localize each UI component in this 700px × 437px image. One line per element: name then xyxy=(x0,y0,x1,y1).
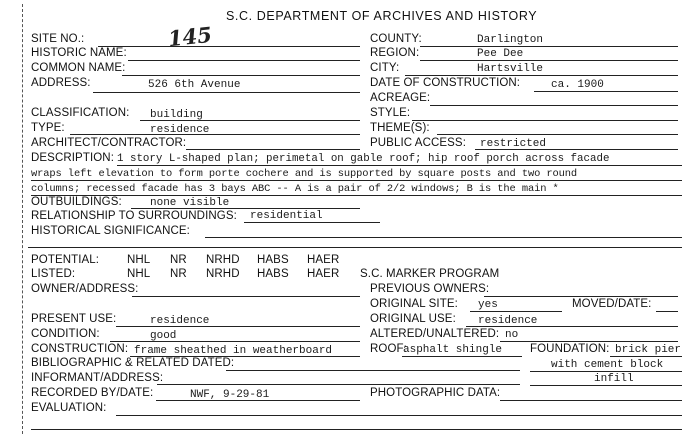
roof-label: ROOF: xyxy=(370,343,407,355)
architect-field xyxy=(186,149,360,150)
address-field xyxy=(93,92,360,93)
relationship-field xyxy=(244,222,380,223)
evaluation-field-2 xyxy=(31,429,682,430)
style-label: STYLE: xyxy=(370,107,411,119)
owner-address-label: OWNER/ADDRESS: xyxy=(31,283,139,295)
present-use-field xyxy=(116,326,360,327)
informant-label: INFORMANT/ADDRESS: xyxy=(31,372,164,384)
description-underline-2 xyxy=(31,180,682,181)
original-use-value: residence xyxy=(478,315,538,327)
previous-owners-field xyxy=(484,296,678,297)
altered-label: ALTERED/UNALTERED: xyxy=(370,328,500,340)
city-value: Hartsville xyxy=(477,63,544,75)
foundation-value-line-2: with cement block xyxy=(551,359,664,371)
previous-owners-label: PREVIOUS OWNERS: xyxy=(370,283,490,295)
foundation-field-3 xyxy=(530,385,682,386)
listed-nrhd: NRHD xyxy=(206,268,240,280)
type-label: TYPE: xyxy=(31,122,65,134)
classification-label: CLASSIFICATION: xyxy=(31,107,130,119)
bibliographic-label: BIBLIOGRAPHIC & RELATED DATED: xyxy=(31,357,235,369)
acreage-field xyxy=(430,105,678,106)
foundation-field xyxy=(610,356,682,357)
historic-name-field xyxy=(128,60,360,61)
potential-nhl: NHL xyxy=(127,254,151,266)
foundation-value-line-3: infill xyxy=(594,373,634,385)
original-use-field xyxy=(466,326,678,327)
classification-value: building xyxy=(150,109,203,121)
original-site-label: ORIGINAL SITE: xyxy=(370,298,458,310)
region-label: REGION: xyxy=(370,47,420,59)
recorded-by-value: NWF, 9-29-81 xyxy=(190,389,270,401)
relationship-label: RELATIONSHIP TO SURROUNDINGS: xyxy=(31,210,237,222)
original-site-field xyxy=(470,311,562,312)
public-access-value: restricted xyxy=(480,138,547,150)
common-name-label: COMMON NAME: xyxy=(31,62,126,74)
style-field xyxy=(412,120,678,121)
condition-field xyxy=(110,341,360,342)
original-site-value: yes xyxy=(478,299,498,311)
outbuildings-label: OUTBUILDINGS: xyxy=(31,196,122,208)
outbuildings-value: none visible xyxy=(150,197,230,209)
potential-nrhd: NRHD xyxy=(206,254,240,266)
bibliographic-field xyxy=(226,370,520,371)
description-line-2: wraps left elevation to form porte cochere and is supported by square posts and two round xyxy=(31,168,578,180)
classification-field xyxy=(140,120,360,121)
recorded-by-field xyxy=(156,400,360,401)
altered-field xyxy=(500,341,678,342)
address-label: ADDRESS: xyxy=(31,77,91,89)
recorded-by-label: RECORDED BY/DATE: xyxy=(31,387,154,399)
description-label: DESCRIPTION: xyxy=(31,152,114,164)
listed-nhl: NHL xyxy=(127,268,151,280)
common-name-field xyxy=(122,75,360,76)
potential-nr: NR xyxy=(170,254,187,266)
photographic-data-field xyxy=(500,400,682,401)
left-margin-line xyxy=(22,4,23,434)
historical-significance-label: HISTORICAL SIGNIFICANCE: xyxy=(31,225,190,237)
section-separator xyxy=(28,247,682,248)
roof-field xyxy=(402,356,522,357)
public-access-label: PUBLIC ACCESS: xyxy=(370,137,466,149)
evaluation-label: EVALUATION: xyxy=(31,402,107,414)
themes-field xyxy=(437,134,678,135)
foundation-label: FOUNDATION: xyxy=(530,343,610,355)
type-field xyxy=(70,134,360,135)
foundation-value: brick pier xyxy=(615,344,682,356)
county-value: Darlington xyxy=(477,34,544,46)
description-line-3: columns; recessed facade has 3 bays ABC -- A is a pair of 2/2 windows; B is the main * xyxy=(31,183,559,195)
construction-value: frame sheathed in weatherboard xyxy=(134,345,333,357)
description-underline-3 xyxy=(31,195,682,196)
themes-label: THEME(S): xyxy=(370,122,430,134)
description-line-1: 1 story L-shaped plan; perimetal on gable roof; hip roof porch across facade xyxy=(117,153,610,165)
potential-haer: HAER xyxy=(307,254,340,266)
historic-name-label: HISTORIC NAME: xyxy=(31,47,127,59)
evaluation-field xyxy=(116,415,682,416)
present-use-label: PRESENT USE: xyxy=(31,313,117,325)
photographic-data-label: PHOTOGRAPHIC DATA: xyxy=(370,387,501,399)
city-field xyxy=(405,75,678,76)
potential-habs: HABS xyxy=(257,254,289,266)
architect-label: ARCHITECT/CONTRACTOR: xyxy=(31,137,187,149)
moved-date-label: MOVED/DATE: xyxy=(572,298,652,310)
relationship-value: residential xyxy=(250,210,323,222)
date-of-construction-label: DATE OF CONSTRUCTION: xyxy=(370,77,521,89)
region-value: Pee Dee xyxy=(477,48,524,60)
altered-value: no xyxy=(505,329,519,341)
site-number-handwritten: 145 xyxy=(166,21,214,52)
listed-nr: NR xyxy=(170,268,187,280)
public-access-field xyxy=(475,149,678,150)
informant-field xyxy=(157,384,520,385)
marker-program-label: S.C. MARKER PROGRAM xyxy=(360,268,500,280)
county-label: COUNTY: xyxy=(370,33,422,45)
construction-label: CONSTRUCTION: xyxy=(31,343,129,355)
potential-label: POTENTIAL: xyxy=(31,254,100,266)
present-use-value: residence xyxy=(150,315,210,327)
site-no-field xyxy=(98,46,360,47)
type-value: residence xyxy=(150,124,210,136)
outbuildings-field xyxy=(131,208,360,209)
listed-habs: HABS xyxy=(257,268,289,280)
county-field xyxy=(420,46,678,47)
roof-value: asphalt shingle xyxy=(403,344,503,356)
date-of-construction-field xyxy=(534,91,678,92)
listed-label: LISTED: xyxy=(31,268,76,280)
address-value: 526 6th Avenue xyxy=(148,79,241,91)
moved-date-field xyxy=(656,311,678,312)
owner-address-field xyxy=(132,296,360,297)
historical-significance-field xyxy=(205,237,682,238)
city-label: CITY: xyxy=(370,62,400,74)
date-of-construction-value: ca. 1900 xyxy=(551,79,604,91)
listed-haer: HAER xyxy=(307,268,340,280)
condition-value: good xyxy=(150,330,177,342)
site-no-label: SITE NO.: xyxy=(31,33,85,45)
foundation-field-2 xyxy=(530,371,682,372)
description-underline-1 xyxy=(117,165,682,166)
form-title: S.C. DEPARTMENT OF ARCHIVES AND HISTORY xyxy=(226,9,538,23)
condition-label: CONDITION: xyxy=(31,328,100,340)
original-use-label: ORIGINAL USE: xyxy=(370,313,456,325)
acreage-label: ACREAGE: xyxy=(370,92,431,104)
region-field xyxy=(420,60,678,61)
